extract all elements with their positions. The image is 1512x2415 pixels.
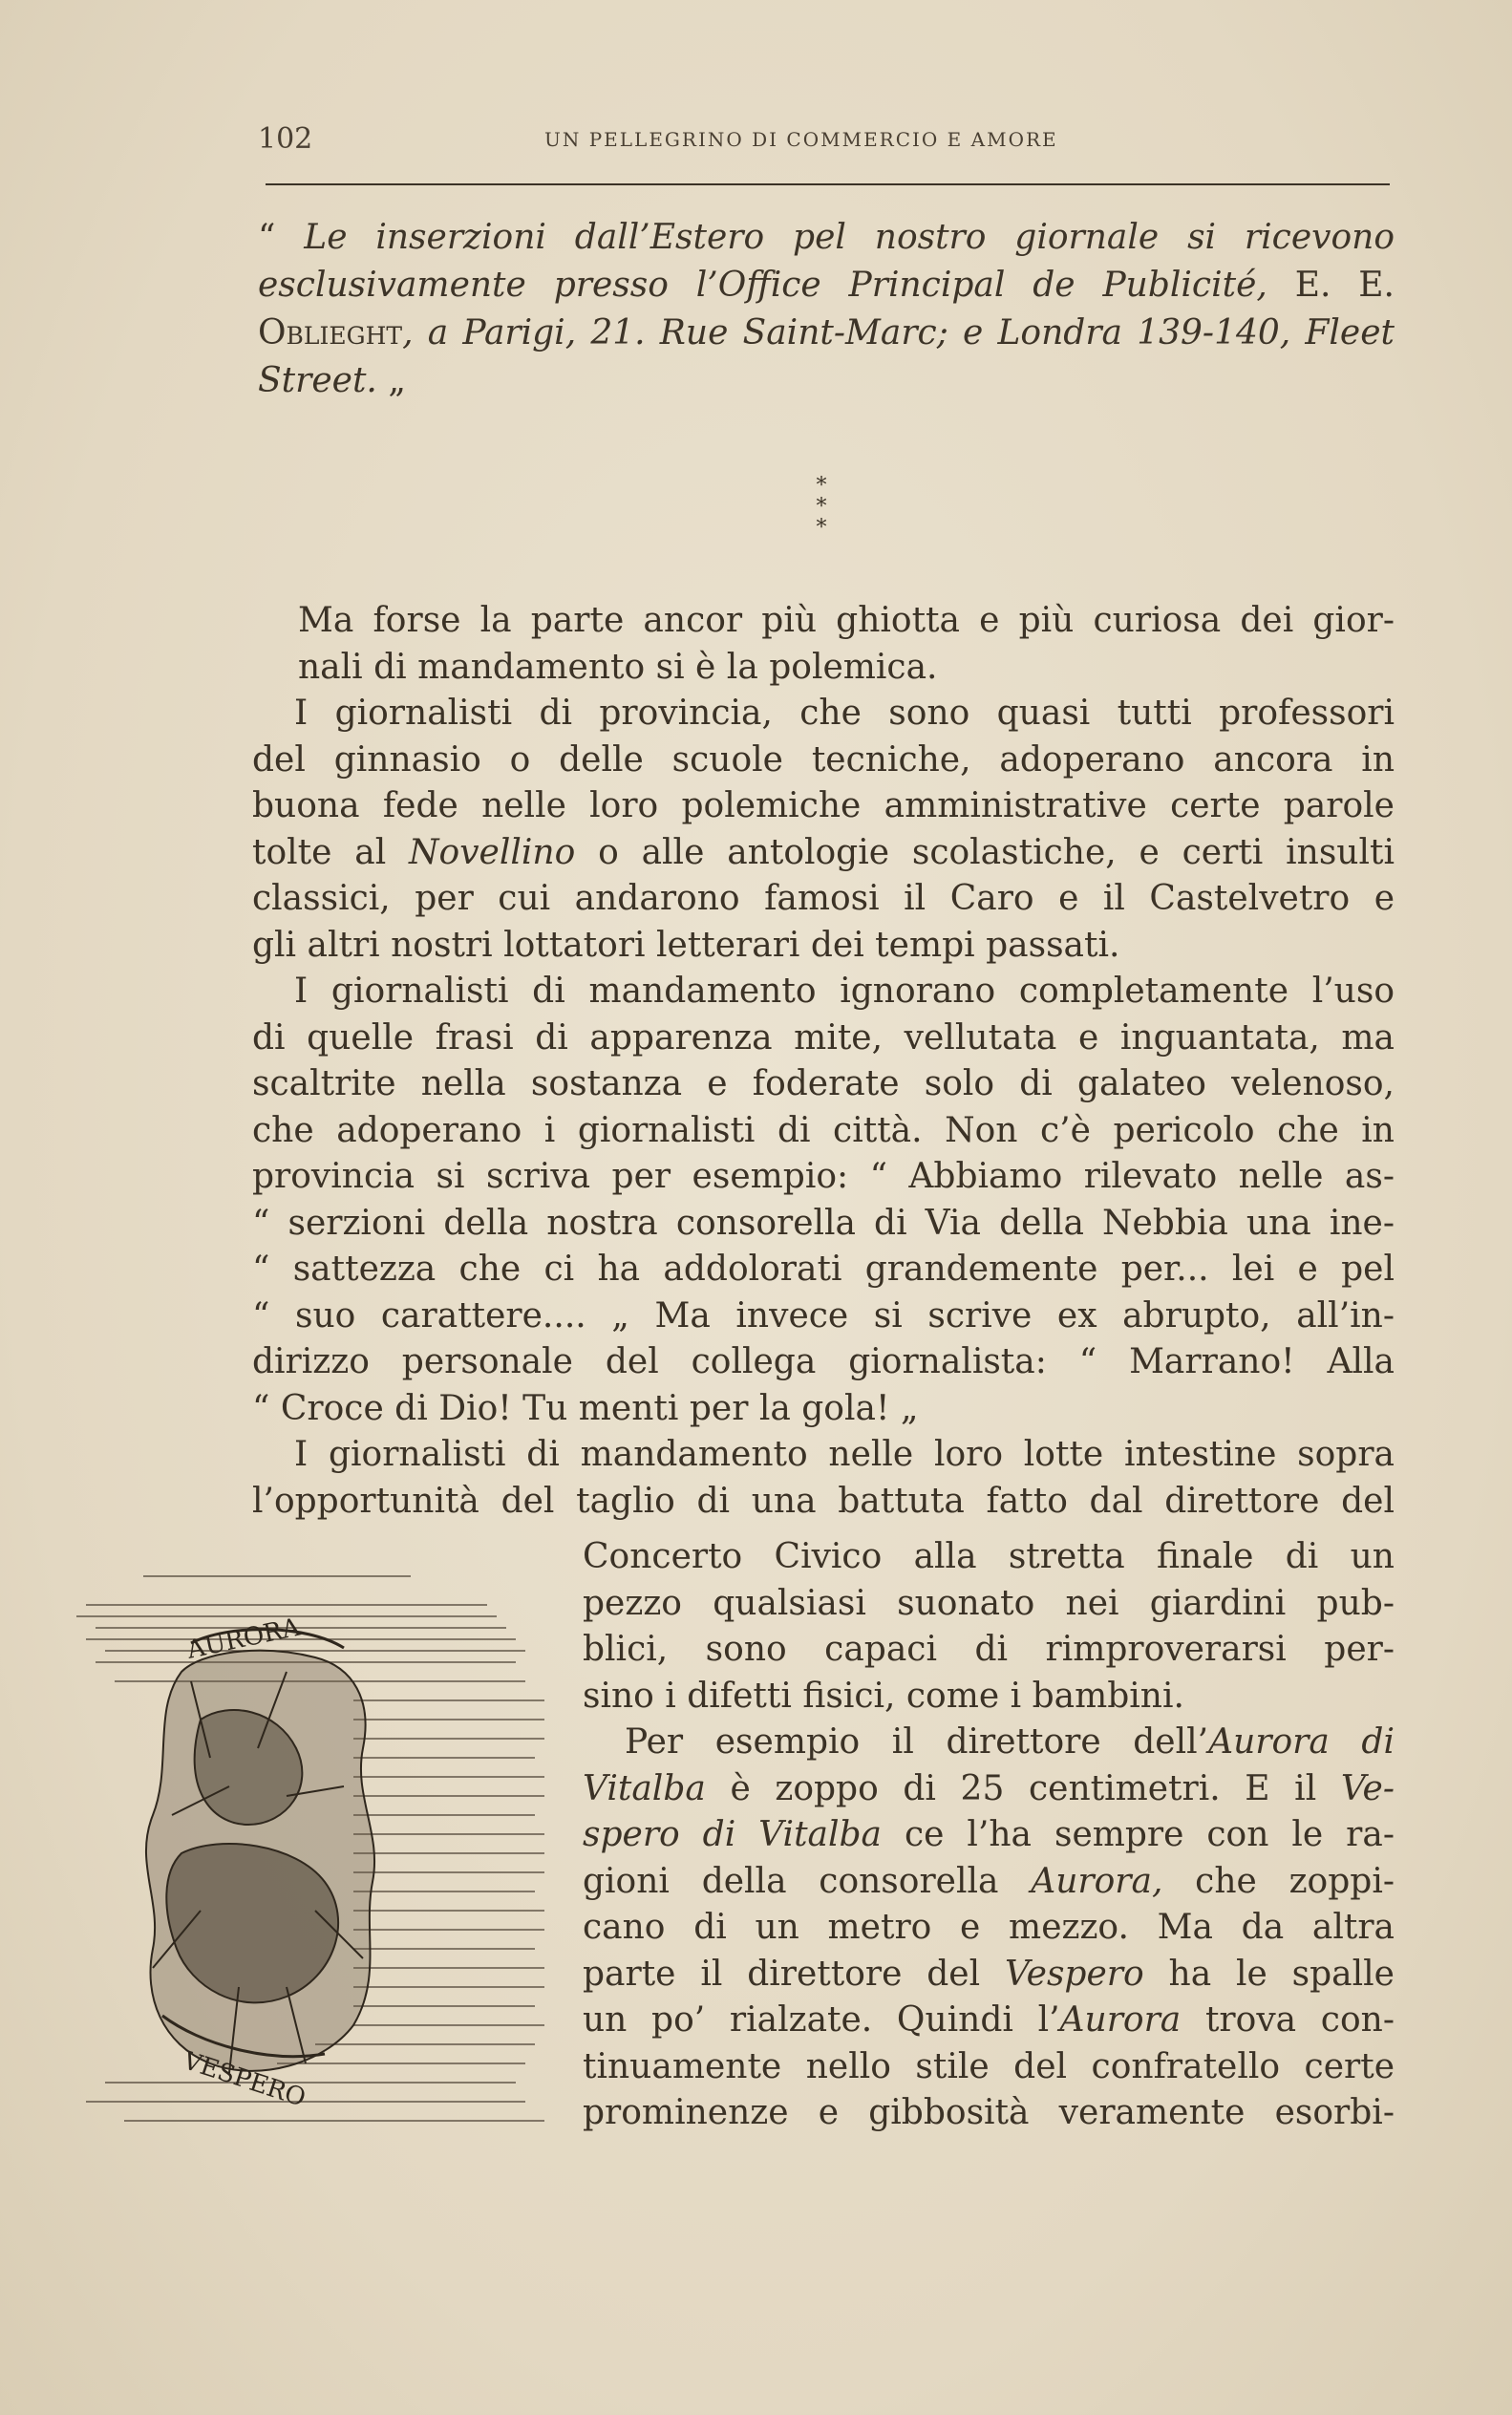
- main-text-full-width: [252, 598, 1395, 1525]
- text-line: blici, sono capaci di rimproverarsi per-: [583, 1630, 1395, 1669]
- text-fragment: gioni della consorella: [583, 1861, 1032, 1901]
- text-line: [583, 1952, 1395, 1998]
- quoted-notice: [258, 214, 1395, 405]
- illustration-figures: [146, 1630, 374, 2073]
- text-line: “ Croce di Dio! Tu menti per la gola! „: [252, 1388, 919, 1428]
- paragraph-4-continued: [583, 1534, 1395, 1720]
- text-fragment: trova con-: [1181, 2000, 1395, 2040]
- quote-open-mark: “: [258, 218, 276, 257]
- newspaper-name-vespero-start: Ve-: [1340, 1768, 1395, 1808]
- engraved-illustration: [67, 1567, 564, 2140]
- paragraph-5: [583, 1720, 1395, 2137]
- text-line: Concerto Civico alla stretta finale di un: [583, 1537, 1395, 1576]
- text-fragment: o alle antologie scolastiche, e certi insulti: [575, 832, 1395, 872]
- text-line: “ suo carattere.... „ Ma invece si scrive ex abrupto, all’in-: [252, 1295, 1395, 1336]
- text-line: l’opportunità del taglio di una battuta fatto dal direttore del: [252, 1481, 1395, 1521]
- book-title-novellino: Novellino: [409, 832, 576, 872]
- text-fragment: Per esempio il direttore dell’: [625, 1722, 1209, 1762]
- illustration-label-aurora: AURORA: [184, 1613, 303, 1665]
- newspaper-name-vitalba: Vitalba: [583, 1768, 706, 1808]
- newspaper-name-aurora: Aurora: [1059, 2000, 1182, 2040]
- quote-initials: E. E. Oblieght: [258, 266, 1395, 353]
- text-line: provincia si scriva per esempio: “ Abbiamo rilevato nelle as-: [252, 1157, 1395, 1196]
- asterism-top: *: [816, 474, 827, 498]
- quote-text-part2: , a Parigi, 21. Rue Saint-Marc; e Londra 139-140, Fleet Street.: [258, 313, 1395, 400]
- header-rule: [266, 183, 1390, 185]
- text-fragment: ce l’ha sempre con le ra-: [882, 1815, 1395, 1854]
- text-fragment: parte il direttore del: [583, 1954, 1005, 1994]
- text-line: [252, 830, 1395, 877]
- text-line: [583, 1766, 1395, 1813]
- text-line: nali di mandamento si è la polemica.: [298, 647, 938, 687]
- quote-text-part1: Le inserzioni dall’Estero pel nostro giornale si ricevono esclusivamente presso l’Office Principal de Publicité,: [258, 218, 1395, 305]
- text-line: classici, per cui andarono famosi il Caro e il Castelvetro e: [252, 879, 1395, 918]
- text-line: tinuamente nello stile del confratello certe: [583, 2046, 1395, 2086]
- section-asterism: [793, 474, 850, 540]
- text-line: sino i difetti fisici, come i bambini.: [583, 1676, 1184, 1716]
- text-fragment: è zoppo di 25 centimetri. E il: [705, 1768, 1341, 1808]
- text-line: I giornalisti di provincia, che sono quasi tutti professori: [294, 694, 1395, 733]
- text-line: gli altri nostri lottatori letterari dei tempi passati.: [252, 925, 1120, 965]
- text-line: I giornalisti di mandamento nelle loro lotte intestine sopra: [294, 1435, 1395, 1474]
- text-line: scaltrite nella sostanza e foderate solo di galateo velenoso,: [252, 1064, 1395, 1103]
- text-line: “ sattezza che ci ha addolorati grandemente per... lei e pel: [252, 1250, 1395, 1289]
- text-line: del ginnasio o delle scuole tecniche, adoperano ancora in: [252, 739, 1395, 780]
- main-text-beside-illustration: [583, 1534, 1395, 2137]
- text-line: Ma forse la parte ancor più ghiotta e più curiosa dei gior-: [298, 601, 1395, 640]
- page-number: 102: [258, 122, 313, 156]
- paragraph-3: [252, 969, 1395, 1432]
- page-header: [258, 122, 1395, 160]
- text-line: pezzo qualsiasi suonato nei giardini pub-: [583, 1583, 1395, 1623]
- text-fragment: che zoppi-: [1162, 1861, 1395, 1901]
- quote-close-mark: „: [388, 361, 406, 400]
- running-title: UN PELLEGRINO DI COMMERCIO E AMORE: [544, 128, 1058, 151]
- newspaper-name-vespero-end: spero di Vitalba: [583, 1815, 883, 1854]
- text-line: dirizzo personale del collega giornalista: “ Marrano! Alla: [252, 1342, 1395, 1381]
- text-line: prominenze e gibbosità veramente esorbi-: [583, 2093, 1395, 2132]
- newspaper-name-vespero: Vespero: [1004, 1954, 1144, 1994]
- text-line: “ serzioni della nostra consorella di Via della Nebbia una ine-: [252, 1203, 1395, 1243]
- text-line: cano di un metro e mezzo. Ma da altra: [583, 1908, 1395, 1947]
- text-fragment: tolte al: [252, 832, 410, 872]
- text-line: [583, 1812, 1395, 1859]
- text-line: [583, 1998, 1395, 2044]
- text-line: che adoperano i giornalisti di città. Non c’è pericolo che in: [252, 1110, 1395, 1150]
- text-fragment: un po’ rialzate. Quindi l’: [583, 2000, 1060, 2040]
- illustration-label-vespero: VESPERO: [179, 2046, 309, 2113]
- text-line: [583, 1720, 1395, 1766]
- asterism-bottom: * *: [816, 495, 839, 540]
- text-line: buona fede nelle loro polemiche amministrative certe parole: [252, 786, 1395, 825]
- text-fragment: ha le spalle: [1143, 1954, 1395, 1994]
- paragraph-1: [252, 598, 1395, 691]
- text-line: [583, 1859, 1395, 1906]
- text-line: I giornalisti di mandamento ignorano completamente l’uso: [294, 972, 1395, 1011]
- paragraph-4: [252, 1432, 1395, 1525]
- newspaper-name-aurora: Aurora di: [1208, 1722, 1395, 1762]
- text-line: di quelle frasi di apparenza mite, vellutata e inguantata, ma: [252, 1017, 1395, 1058]
- paragraph-2: [252, 691, 1395, 969]
- newspaper-name-aurora: Aurora,: [1031, 1861, 1163, 1901]
